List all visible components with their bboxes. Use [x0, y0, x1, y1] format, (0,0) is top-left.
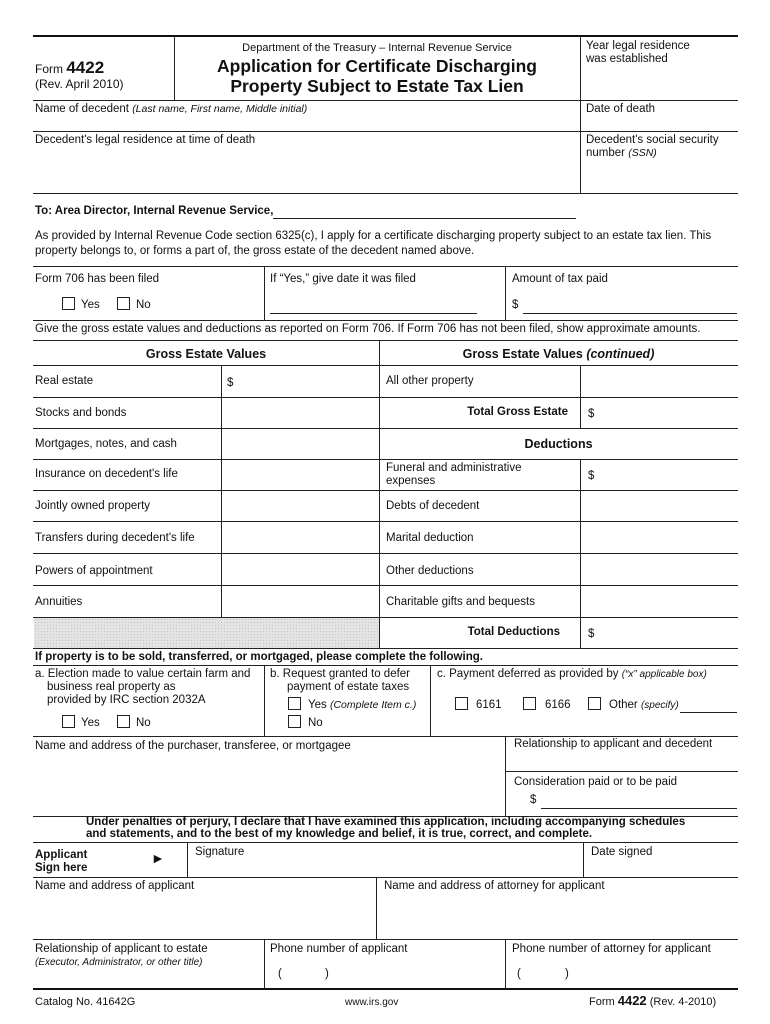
- filed-date-input[interactable]: [272, 298, 476, 312]
- form706-no-checkbox[interactable]: [117, 297, 130, 310]
- tax-paid-dollar: $: [512, 299, 519, 311]
- all-other-property-input[interactable]: [585, 372, 735, 392]
- department-line: Department of the Treasury – Internal Revenue Service: [242, 42, 512, 54]
- divider: [33, 320, 738, 321]
- total-deductions-label: Total Deductions: [467, 626, 560, 638]
- legal-residence-label: Decedent's legal residence at time of death: [35, 134, 256, 146]
- item-b-label-2: payment of estate taxes: [287, 681, 410, 693]
- decedent-name-label: Name of decedent (Last name, First name, Middle initial): [35, 103, 308, 115]
- ssn-label: Decedent's social security: [586, 134, 719, 146]
- powers-appointment-label: Powers of appointment: [35, 565, 153, 577]
- footer-form-id: Form 4422 (Rev. 4-2010): [589, 993, 717, 1008]
- bottom-rule: [33, 988, 738, 990]
- divider: [33, 428, 738, 429]
- item-a-label: a. Election made to value certain farm and: [35, 668, 251, 680]
- other-specify-line: [680, 712, 737, 713]
- divider: [33, 877, 738, 878]
- insurance-input[interactable]: [226, 465, 376, 485]
- option-other-checkbox[interactable]: [588, 697, 601, 710]
- tax-paid-input[interactable]: [525, 298, 735, 312]
- item-b-no-label: No: [308, 717, 323, 729]
- divider: [33, 736, 738, 737]
- applicant-phone-paren-close: ): [325, 968, 329, 980]
- perjury-statement: Under penalties of perjury, I declare that I have examined this application, including accompanying schedules: [86, 816, 686, 828]
- shaded-cell: [34, 618, 379, 648]
- filed-date-label: If “Yes,” give date it was filed: [270, 273, 416, 285]
- attorney-phone-paren-open: (: [517, 968, 521, 980]
- funeral-expenses-input[interactable]: [600, 465, 735, 485]
- relationship-input[interactable]: [512, 752, 736, 770]
- divider: [33, 490, 738, 491]
- other-specify-input[interactable]: [681, 698, 736, 711]
- divider: [33, 193, 738, 194]
- item-a-label-3: provided by IRC section 2032A: [47, 694, 206, 706]
- attorney-phone-label: Phone number of attorney for applicant: [512, 943, 711, 955]
- tax-paid-line: [523, 313, 737, 314]
- powers-appointment-input[interactable]: [226, 560, 376, 580]
- purchaser-label: Name and address of the purchaser, transferee, or mortgagee: [35, 740, 351, 752]
- attorney-phone-paren-close: ): [565, 968, 569, 980]
- marital-deduction-input[interactable]: [585, 528, 735, 548]
- form-number: 4422: [66, 58, 105, 77]
- divider: [33, 459, 738, 460]
- irs-website: www.irs.gov: [345, 997, 399, 1008]
- form706-yes-checkbox[interactable]: [62, 297, 75, 310]
- divider: [580, 459, 581, 490]
- other-deductions-input[interactable]: [585, 560, 735, 580]
- form-title-line1: Application for Certificate Discharging: [217, 56, 537, 76]
- divider: [33, 553, 738, 554]
- form-title-line2: Property Subject to Estate Tax Lien: [230, 76, 524, 96]
- stocks-bonds-input[interactable]: [226, 403, 376, 423]
- option-6161-checkbox[interactable]: [455, 697, 468, 710]
- applicant-address-label: Name and address of applicant: [35, 880, 195, 892]
- divider: [33, 266, 738, 267]
- divider: [33, 100, 738, 101]
- charitable-gifts-label: Charitable gifts and bequests: [386, 596, 535, 608]
- deductions-header: Deductions: [524, 437, 593, 451]
- form706-filed-label: Form 706 has been filed: [35, 273, 160, 285]
- to-area-director: To: Area Director, Internal Revenue Service,: [35, 205, 274, 217]
- divider: [430, 666, 431, 736]
- divider: [264, 267, 265, 320]
- funeral-expenses-label: Funeral and administrative: [386, 462, 522, 474]
- sign-here-label: Sign here: [35, 862, 88, 874]
- divider: [187, 843, 188, 877]
- total-gross-dollar: $: [588, 408, 595, 420]
- purchaser-input[interactable]: [35, 755, 501, 813]
- divider: [580, 397, 581, 428]
- total-gross-estate-label: Total Gross Estate: [467, 406, 568, 418]
- applicant-label: Applicant: [35, 849, 88, 861]
- divider: [505, 267, 506, 320]
- divider: [264, 666, 265, 736]
- total-deductions-dollar: $: [588, 628, 595, 640]
- item-a-no-checkbox[interactable]: [117, 715, 130, 728]
- item-a-yes-checkbox[interactable]: [62, 715, 75, 728]
- residence-year-label-2: was established: [586, 53, 668, 65]
- item-a-yes-label: Yes: [81, 717, 100, 729]
- gross-instructions: Give the gross estate values and deductions as reported on Form 706. If Form 706 has not been filed, show approximate amounts.: [35, 323, 701, 335]
- all-other-property-label: All other property: [386, 375, 474, 387]
- area-director-input[interactable]: [275, 203, 575, 217]
- attorney-address-label: Name and address of attorney for applicant: [384, 880, 605, 892]
- item-b-label: b. Request granted to defer: [270, 668, 411, 680]
- real-estate-label: Real estate: [35, 375, 94, 387]
- relationship-label: Relationship to applicant and decedent: [514, 738, 713, 750]
- divider: [33, 521, 738, 522]
- perjury-statement-2: and statements, and to the best of my knowledge and belief, it is true, correct, and complete.: [86, 828, 593, 840]
- item-b-yes-label: Yes (Complete Item c.): [308, 699, 417, 711]
- transfer-heading: If property is to be sold, transferred, or mortgaged, please complete the following.: [35, 651, 483, 663]
- divider: [33, 397, 738, 398]
- divider: [33, 648, 738, 649]
- residence-year-input[interactable]: [586, 68, 736, 98]
- divider: [580, 36, 581, 193]
- residence-year-label: Year legal residence: [586, 40, 690, 52]
- insurance-label: Insurance on decedent's life: [35, 468, 178, 480]
- transfers-label: Transfers during decedent's life: [35, 532, 195, 544]
- ssn-input[interactable]: [586, 162, 736, 190]
- divider: [33, 340, 738, 341]
- item-a-no-label: No: [136, 717, 151, 729]
- option-6166-label: 6166: [545, 699, 571, 711]
- real-estate-dollar: $: [227, 377, 234, 389]
- attorney-phone-input[interactable]: [524, 967, 736, 983]
- debts-input[interactable]: [585, 496, 735, 516]
- relationship-estate-input[interactable]: [35, 970, 260, 986]
- stocks-bonds-label: Stocks and bonds: [35, 407, 127, 419]
- date-signed-label: Date signed: [591, 846, 653, 858]
- annuities-input[interactable]: [226, 592, 376, 612]
- item-a-label-2: business real property as: [47, 681, 176, 693]
- intro-paragraph-line1: As provided by Internal Revenue Code section 6325(c), I apply for a certificate discharging property subject to an estate tax lien. This: [35, 230, 712, 242]
- divider: [580, 366, 581, 397]
- funeral-dollar: $: [588, 470, 595, 482]
- funeral-expenses-label-2: expenses: [386, 475, 436, 487]
- jointly-owned-label: Jointly owned property: [35, 500, 151, 512]
- applicant-phone-paren-open: (: [278, 968, 282, 980]
- intro-paragraph-line2: property belongs to, or forms a part of, the gross estate of the decedent named above.: [35, 245, 475, 257]
- item-b-no-checkbox[interactable]: [288, 715, 301, 728]
- divider: [583, 843, 584, 877]
- catalog-number: Catalog No. 41642G: [35, 996, 136, 1008]
- form706-yes-label: Yes: [81, 299, 100, 311]
- divider: [33, 365, 738, 366]
- option-6166-checkbox[interactable]: [523, 697, 536, 710]
- item-c-label: c. Payment deferred as provided by (“x” applicable box): [437, 668, 707, 680]
- gross-right-header: Gross Estate Values (continued): [462, 347, 655, 361]
- divider: [376, 878, 377, 939]
- attorney-address-input[interactable]: [382, 895, 736, 937]
- decedent-name-input[interactable]: [35, 116, 575, 130]
- option-other-label: Other (specify): [609, 699, 679, 711]
- consideration-label: Consideration paid or to be paid: [514, 776, 678, 788]
- signature-label: Signature: [195, 846, 245, 858]
- divider: [505, 940, 506, 988]
- other-deductions-label: Other deductions: [386, 565, 474, 577]
- divider: [379, 341, 380, 648]
- signature-input[interactable]: [193, 859, 578, 875]
- ssn-label-2: number (SSN): [586, 147, 657, 159]
- charitable-gifts-input[interactable]: [585, 592, 735, 612]
- applicant-phone-input[interactable]: [285, 967, 500, 983]
- divider: [33, 842, 738, 843]
- debts-label: Debts of decedent: [386, 500, 480, 512]
- relationship-estate-hint: (Executor, Administrator, or other title): [35, 957, 203, 968]
- area-director-line: [273, 218, 576, 219]
- item-b-yes-checkbox[interactable]: [288, 697, 301, 710]
- date-of-death-input[interactable]: [586, 116, 736, 130]
- date-of-death-label: Date of death: [586, 103, 656, 115]
- gross-left-header: Gross Estate Values: [145, 347, 267, 361]
- option-6161-label: 6161: [476, 699, 502, 711]
- divider: [33, 131, 738, 132]
- date-signed-input[interactable]: [589, 859, 736, 875]
- filed-date-line: [270, 313, 477, 314]
- mortgages-notes-cash-label: Mortgages, notes, and cash: [35, 438, 177, 450]
- arrow-right-icon: ►: [151, 850, 165, 866]
- consideration-line: [541, 808, 737, 809]
- annuities-label: Annuities: [35, 596, 83, 608]
- real-estate-input[interactable]: [238, 372, 376, 392]
- divider: [33, 585, 738, 586]
- jointly-owned-input[interactable]: [226, 496, 376, 516]
- transfers-input[interactable]: [226, 528, 376, 548]
- divider: [505, 737, 506, 816]
- divider: [264, 940, 265, 988]
- form-label: Form 4422: [35, 58, 105, 77]
- consideration-dollar: $: [530, 794, 537, 806]
- divider: [506, 771, 738, 772]
- total-deductions-input[interactable]: [600, 623, 735, 643]
- applicant-address-input[interactable]: [35, 895, 372, 937]
- revision-date: (Rev. April 2010): [35, 77, 124, 91]
- applicant-phone-label: Phone number of applicant: [270, 943, 408, 955]
- tax-paid-label: Amount of tax paid: [512, 273, 608, 285]
- divider: [221, 366, 222, 617]
- legal-residence-input[interactable]: [35, 150, 575, 190]
- total-gross-estate-input[interactable]: [600, 403, 735, 423]
- top-rule: [33, 35, 738, 37]
- mortgages-notes-cash-input[interactable]: [226, 434, 376, 454]
- relationship-estate-label: Relationship of applicant to estate: [35, 943, 208, 955]
- divider: [33, 939, 738, 940]
- marital-deduction-label: Marital deduction: [386, 532, 474, 544]
- divider: [580, 617, 581, 648]
- consideration-input[interactable]: [543, 793, 735, 807]
- form706-no-label: No: [136, 299, 151, 311]
- divider: [33, 665, 738, 666]
